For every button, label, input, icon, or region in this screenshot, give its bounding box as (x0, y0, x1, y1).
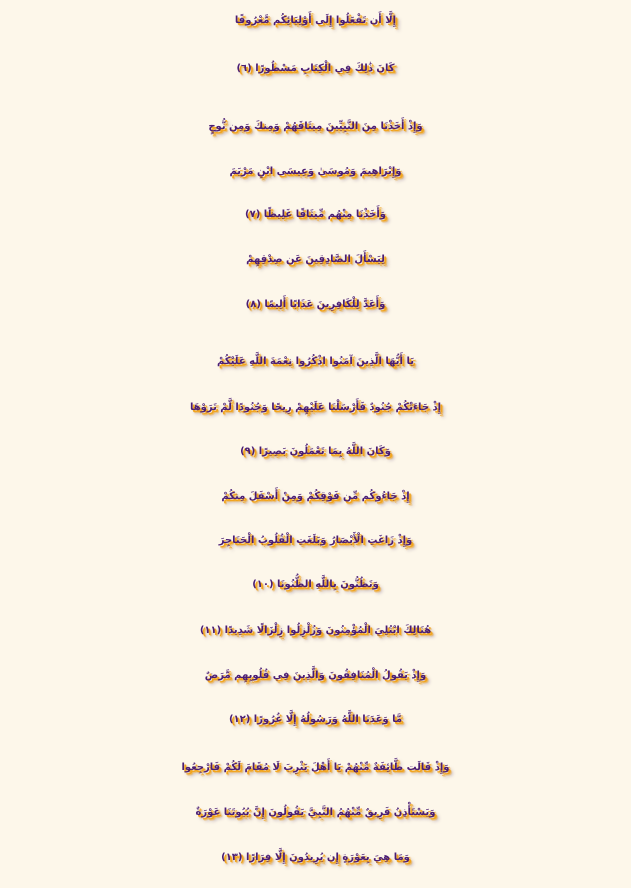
verse-line: إِذْ جَاءُوكُم مِّن فَوْقِكُمْ وَمِنْ أَسْفَلَ مِنكُمْ (221, 491, 410, 502)
verse-line: إِلَّا أَن تَفْعَلُوا إِلَى أَوْلِيَائِكُم مَّعْرُوفًا (234, 15, 397, 26)
verse-line: وَكَانَ اللَّهُ بِمَا تَعْمَلُونَ بَصِيرًا (٩) (240, 446, 391, 457)
verse-line: وَأَخَذْنَا مِنْهُم مِّيثَاقًا غَلِيظًا (٧) (245, 209, 386, 220)
verse-line: وَمَا هِيَ بِعَوْرَةٍ إِن يُرِيدُونَ إِلَّا فِرَارًا (١٣) (221, 852, 410, 863)
verse-line: وَإِذْ قَالَت طَّائِفَةٌ مِّنْهُمْ يَا أَهْلَ يَثْرِبَ لَا مُقَامَ لَكُمْ فَارْجِعُوا (181, 762, 450, 773)
verse-line: وَيَسْتَأْذِنُ فَرِيقٌ مِّنْهُمُ النَّبِيَّ يَقُولُونَ إِنَّ بُيُوتَنَا عَوْرَةٌ (195, 807, 436, 818)
verse-line: وَإِذْ يَقُولُ الْمُنَافِقُونَ وَالَّذِينَ فِي قُلُوبِهِم مَّرَضٌ (204, 670, 427, 681)
verse-line: وَإِبْرَاهِيمَ وَمُوسَىٰ وَعِيسَى ابْنِ مَرْيَمَ (229, 166, 402, 177)
verse-line: لِيَسْأَلَ الصَّادِقِينَ عَن صِدْقِهِمْ (246, 254, 385, 265)
verse-line: يَا أَيُّهَا الَّذِينَ آمَنُوا اذْكُرُوا نِعْمَةَ اللَّهِ عَلَيْكُمْ (217, 356, 414, 367)
verse-line: مَّا وَعَدَنَا اللَّهُ وَرَسُولُهُ إِلَّا غُرُورًا (١٢) (228, 714, 403, 725)
verse-line: كَانَ ذَٰلِكَ فِي الْكِتَابِ مَسْطُورًا (٦) (236, 63, 395, 74)
verse-line: وَأَعَدَّ لِلْكَافِرِينَ عَذَابًا أَلِيمًا (٨) (245, 299, 386, 310)
verse-line: وَإِذْ زَاغَتِ الْأَبْصَارُ وَبَلَغَتِ الْقُلُوبُ الْحَنَاجِرَ (218, 535, 413, 546)
verse-line: وَتَظُنُّونَ بِاللَّهِ الظُّنُونَا (١٠) (252, 579, 379, 590)
verse-line: وَإِذْ أَخَذْنَا مِنَ النَّبِيِّينَ مِيثَاقَهُمْ وَمِنكَ وَمِن نُّوحٍ (208, 121, 423, 132)
verse-line: هُنَالِكَ ابْتُلِيَ الْمُؤْمِنُونَ وَزُلْزِلُوا زِلْزَالًا شَدِيدًا (١١) (199, 625, 432, 636)
verse-line: إِذْ جَاءَتْكُمْ جُنُودٌ فَأَرْسَلْنَا عَلَيْهِمْ رِيحًا وَجُنُودًا لَّمْ تَرَوْهَا (189, 402, 442, 413)
